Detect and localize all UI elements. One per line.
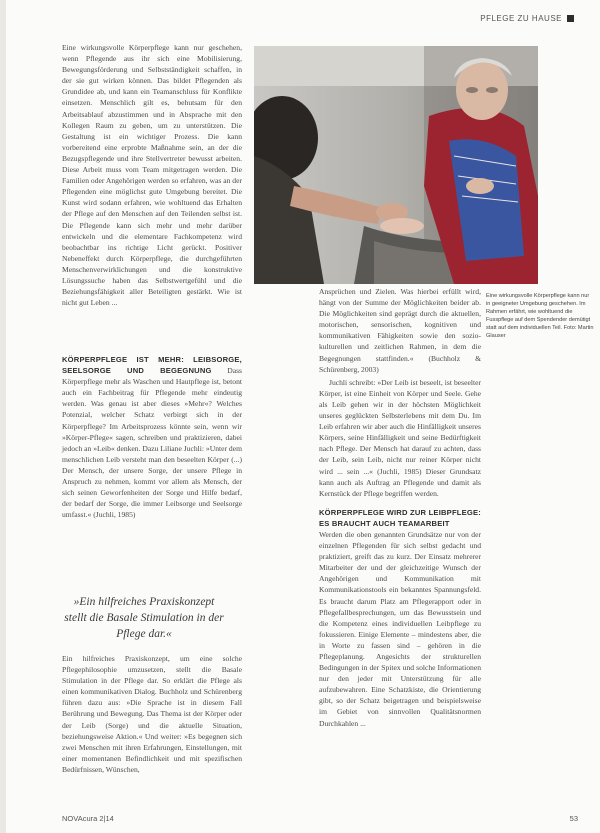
paragraph: Ansprüchen und Zielen. Was hierbei erfüllt wird, hängt von der Summe der Möglichkeiten beider ab. Die Möglichkeiten sind geprägt durch die aktuellen, motorischen, sensorischen, kognitiven und kommunikativen Fähigkeiten sowie den sozio-kulturellen und zeitlichen Rahmen, in dem die Begegnungen stattfinden.« (Buchholz & Schürenberg, 2003) — [319, 287, 481, 374]
photo-caption: Eine wirkungsvolle Körperpflege kann nur in geeigneter Umgebung geschehen. Im Rahmen erfährt, wie wohltuend die Fusspflege auf dem Spendender demütigt statt auf dem individuellen Teil. Foto: Martin Glauser — [486, 293, 594, 339]
photo-nurse-foot-care — [254, 46, 538, 284]
left-column-section — [62, 354, 242, 520]
paragraph: Ein hilfreiches Praxiskonzept, um eine solche Pflegephilosophie umzusetzen, stellt die Basale Stimulation in der Pflege dar. So erklärt die Pflege als einen kommunikativen Dialog. Buchholz und Schürenberg führen dazu aus: »Die Sprache ist in diesem Fall Berührung und Bewegung. Das Thema ist der Körper oder der Leib (Sorge) und die aktuelle Situation, beziehungsweise Aktion.« Und weiter: »Es begegnen sich zwei Menschen mit ihren Erfahrungen, Einstellungen, mit einer momentanen Befindlichkeit und mit spezifischen Bedürfnissen, Wünschen, — [62, 654, 242, 774]
page-edge — [0, 0, 6, 833]
pull-quote: »Ein hilfreiches Praxiskonzept stellt die Basale Stimulation in der Pflege dar.« — [64, 596, 224, 640]
paragraph: Eine wirkungsvolle Körperpflege kann nur geschehen, wenn Pflegende aus ihr sich eine Mobilisierung, Bewegungsförderung und Selbstständigkeit schaffen, in der sie gut wirken können. Das bildet Pflegenden als Grundidee ab, und kann ein Teamanschluss für Konflikte einsetzen. Menschlich gilt es, behutsam für den Arbeitsablauf abzustimmen und in Absprache mit den Kollegen Raum zu geben, um zu unterstützen. Die Gestaltung ist ein wichtiger Prozess. Die kann vorbereitend eine erprobte Maßnahme sein, an der die Bezugspflegende und ihre Stellvertreter bewusst arbeiten. Diese Arbeit muss vom Team mitgetragen werden. Die Familien oder Angehörigen werden so erfahren, was an der Pflegenden eine möglichst gute Umgebung bereitet. Die Kunst wird sodann erfahren, wie wohltuend das Erhalten der Pflege auf den Menschen auf den Teilenden selbst ist. Die Pflegende kann sich mehr und mehr darüber entwickeln und die elementare Fachkompetenz wird beobachtbar ins richtige Licht gerückt. Positiver Nebeneffekt durch Körperpflege, die durchgeführten Menschenverwirklichungen und die konstruktive Lösungssuche haben das Selbstwertgefühl und die Beziehungsfähigkeit aller Beteiligten gestärkt. Wie ist nicht gut Leben ... — [62, 43, 242, 308]
right-column — [319, 286, 481, 729]
photo-illustration — [254, 46, 538, 284]
header-square-icon — [567, 15, 574, 22]
section-label: PFLEGE ZU HAUSE — [480, 14, 562, 23]
footer-magazine: NOVAcura 2|14 — [62, 814, 114, 823]
paragraph: Werden die oben genannten Grundsätze nur von der einzelnen Pflegenden für sich selbst gedacht und praktiziert, greift das zu kurz. Der Einsatz mehrerer Mitarbeiter der und der gleichzeitige Wunsch der Angehörigen und Kommunikation mit Kommunikationstools ein bekanntes Spannungsfeld. Es braucht darum Platz am Pflegerapport oder in Pflegefallbesprechungen, um das Bewusstsein und die Kompetenz eines individuellen Leibpflege zu fokussieren. Einige Elemente – mindestens aber, die in Worte zu fassen sind – gehören in die Pflegeplanung. Angesichts der strukturellen Bedingungen in der Spitex und solche Informationen nur den jeder mit Unterstützung für alle aufzubewahren. Eine Schatzkiste, die Orientierung gibt, so der Schatz beigetragen und beispielsweise im Gebiet von sinnvollen Qualitätsnormen Durchkahlen ... — [319, 529, 481, 728]
running-header — [480, 14, 574, 23]
left-column-bottom — [62, 653, 242, 775]
footer-page-number: 53 — [569, 814, 578, 823]
section-heading: KÖRPERPFLEGE WIRD ZUR LEIBPFLEGE: ES BRAUCHT AUCH TEAMARBEIT — [319, 507, 481, 528]
left-column-top — [62, 42, 242, 308]
section-heading: KÖRPERPFLEGE IST MEHR: LEIBSORGE, SEELSORGE UND BEGEGNUNG — [62, 355, 242, 376]
paragraph: Dass Körperpflege mehr als Waschen und Hautpflege ist, betont auch ein Fachbeitrag für Pflegende mehr eindeutig werden. Was genau ist aber dieses »Mehr«? Welches Potenzial, welcher Schatz verbirgt sich in der Körperpflege? Im Arbeitsprozess könnte sein, wenn wir »Körper-Pflege« sagen, schreiben und praktizieren, dabei jedoch an »Leib« denken. Dazu Liliane Juchli: »Unter dem menschlichen Leib versteht man den beseelten Körper (...) Der Mensch, der unsere Sorge, der unsere Pflege in Anspruch zu nehmen, kommt vor allem als Mensch, der sich seinen Geworfenheiten der Sorge und Hilfe bedarf, der bedarf der Sorge, die immer Leibsorge und Seelsorge umfasst.« (Juchli, 1985) — [62, 366, 242, 520]
paragraph: Juchli schreibt: »Der Leib ist beseelt, ist beseelter Körper, ist eine Einheit von Körper und Seele. Gehe als Leib gehen wir in der höchsten Möglichkeit unseres geglückten Selbsterlebens mit dem Du. Im Leib erfahren wir aber auch die Hinfälligkeit unseres Körpers, seine Hinfälligkeit und seine Bedürftigkeit nach Pflege. Der Mensch hat darauf zu achten, dass der Leib, sein Leib, nicht nur reiner Körper nicht wird ... sein ...« (Juchli, 1985) Dieser Grundsatz kann auch als Auftrag an Pflegende und damit als Kernstück der Pflege begriffen werden. — [319, 377, 481, 498]
